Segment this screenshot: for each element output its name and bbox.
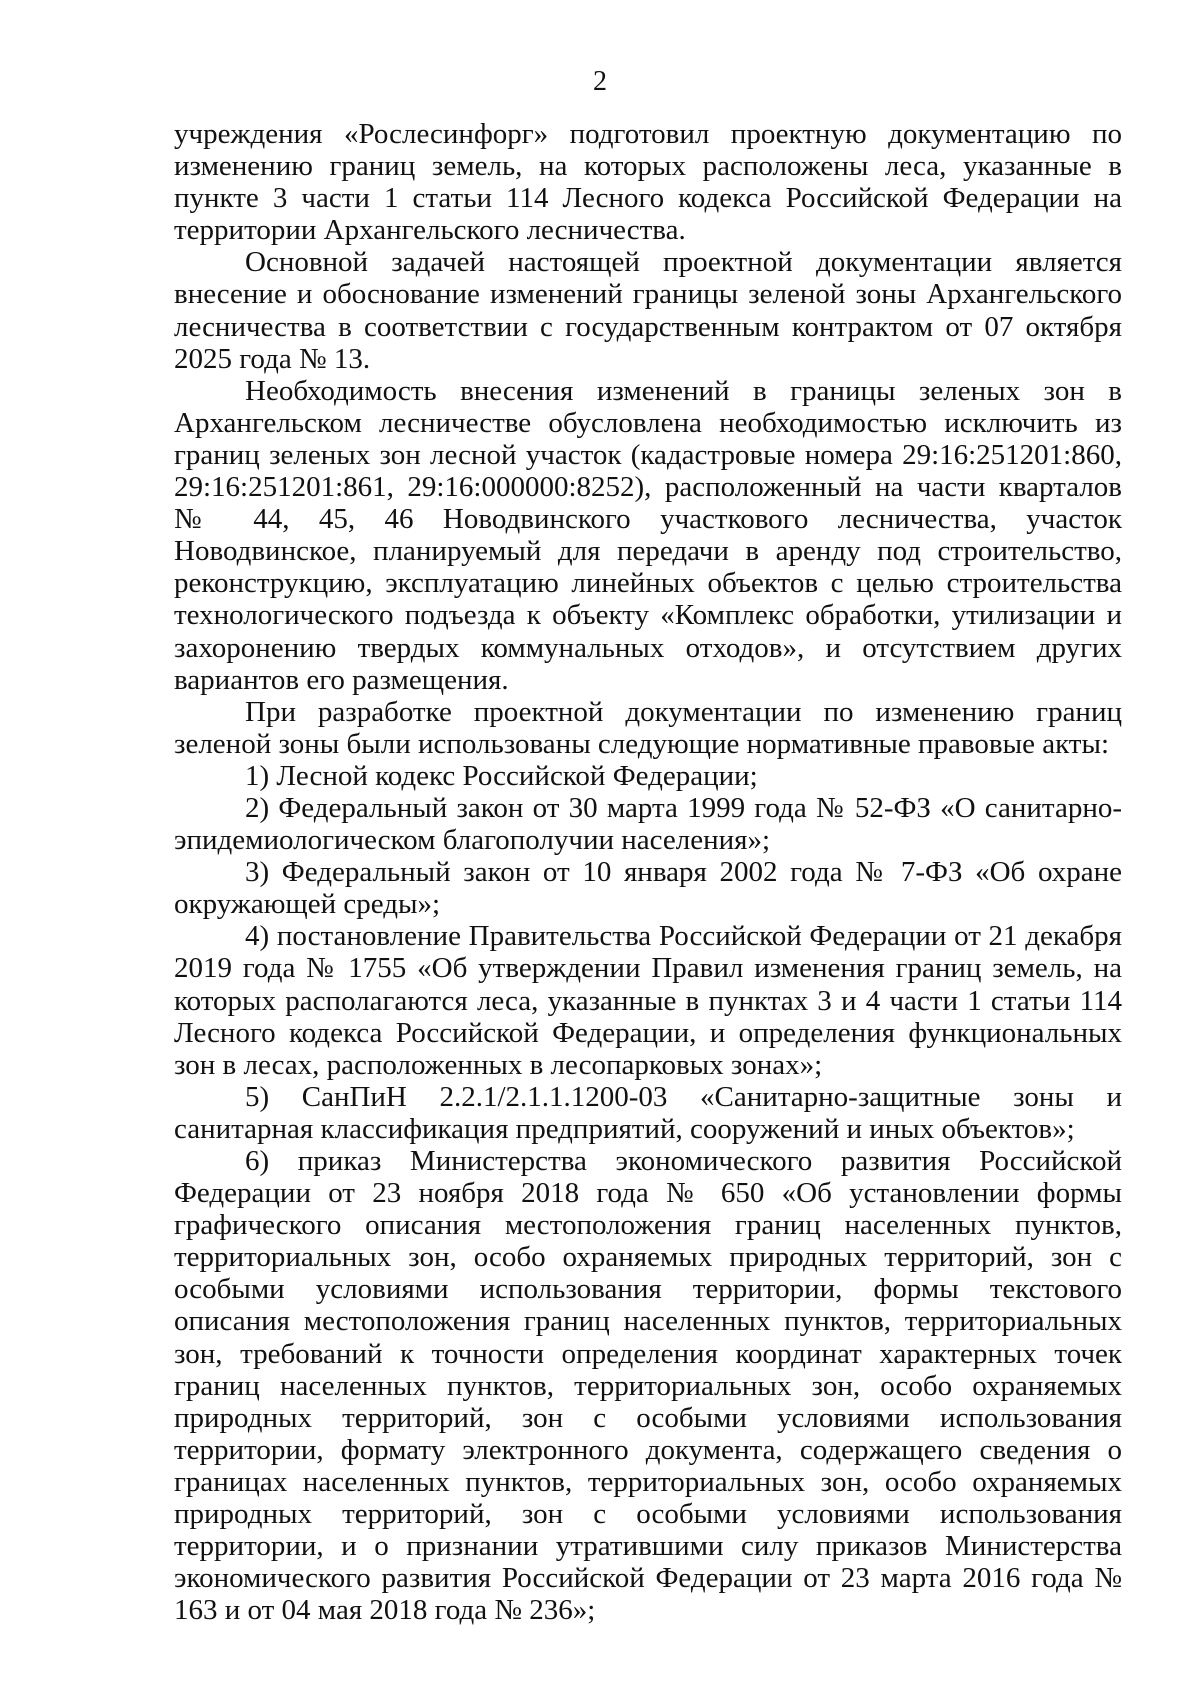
paragraph-necessity: Необходимость внесения изменений в границы зеленых зон в Архангельском лесничестве обусловлена необходимостью исключить из границ зеленых зон лесной участок (кадастровые номера 29:16:251201:860, 29:16:251201:861, 29:16:000000:8252), расположенный на части кварталов № 44, 45, 46 Новодвинского участкового лесничества, участок Новодвинское, планируемый для передачи в аренду под строительство, реконструкцию, эксплуатацию линейных объектов с целью строительства технологического подъезда к объекту «Комплекс обработки, утилизации и захоронению твердых коммунальных отходов», и отсутствием других вариантов его размещения.	[174, 374, 1122, 696]
paragraph-legal-acts-intro: При разработке проектной документации по изменению границ зеленой зоны были использованы следующие нормативные правовые акты:	[174, 695, 1122, 760]
document-body	[174, 118, 1122, 1626]
page-number: 2	[593, 66, 607, 97]
paragraph-main-task: Основной задачей настоящей проектной документации является внесение и обоснование изменений границы зеленой зоны Архангельского лесничества в соответствии с государственным контрактом от 07 октября 2025 года № 13.	[174, 246, 1122, 375]
paragraph-continuation: учреждения «Рослесинфорг» подготовил проектную документацию по изменению границ земель, на которых расположены леса, указанные в пункте 3 части 1 статьи 114 Лесного кодекса Российской Федерации на территории Архангельского лесничества.	[174, 118, 1122, 247]
list-item-law-7fz: 3) Федеральный закон от 10 января 2002 года № 7-ФЗ «Об охране окружающей среды»;	[174, 856, 1122, 921]
list-item-forest-code: 1) Лесной кодекс Российской Федерации;	[245, 759, 758, 792]
list-item-order-650: 6) приказ Министерства экономического развития Российской Федерации от 23 ноября 2018 года № 650 «Об установлении формы графического описания местоположения границ населенных пунктов, территориальных зон, особо охраняемых природных территорий, зон с особыми условиями использования территории, формы текстового описания местоположения границ населенных пунктов, территориальных зон, требований к точности определения координат характерных точек границ населенных пунктов, территориальных зон, особо охраняемых природных территорий, зон с особыми условиями использования территории, формату электронного документа, содержащего сведения о границах населенных пунктов, территориальных зон, особо охраняемых природных территорий, зон с особыми условиями использования территории, и о признании утратившими силу приказов Министерства экономического развития Российской Федерации от 23 марта 2016 года № 163 и от 04 мая 2018 года № 236»;	[174, 1145, 1122, 1627]
list-item-sanpin: 5) СанПиН 2.2.1/2.1.1.1200-03 «Санитарно-защитные зоны и санитарная классификация предприятий, сооружений и иных объектов»;	[174, 1080, 1122, 1145]
list-item-law-52fz: 2) Федеральный закон от 30 марта 1999 года № 52-ФЗ «О санитарно-эпидемиологическом благополучии населения»;	[174, 791, 1122, 857]
list-item-resolution-1755: 4) постановление Правительства Российской Федерации от 21 декабря 2019 года № 1755 «Об утверждении Правил изменения границ земель, на которых располагаются леса, указанные в пунктах 3 и 4 части 1 статьи 114 Лесного кодекса Российской Федерации, и определения функциональных зон в лесах, расположенных в лесопарковых зонах»;	[174, 920, 1122, 1081]
